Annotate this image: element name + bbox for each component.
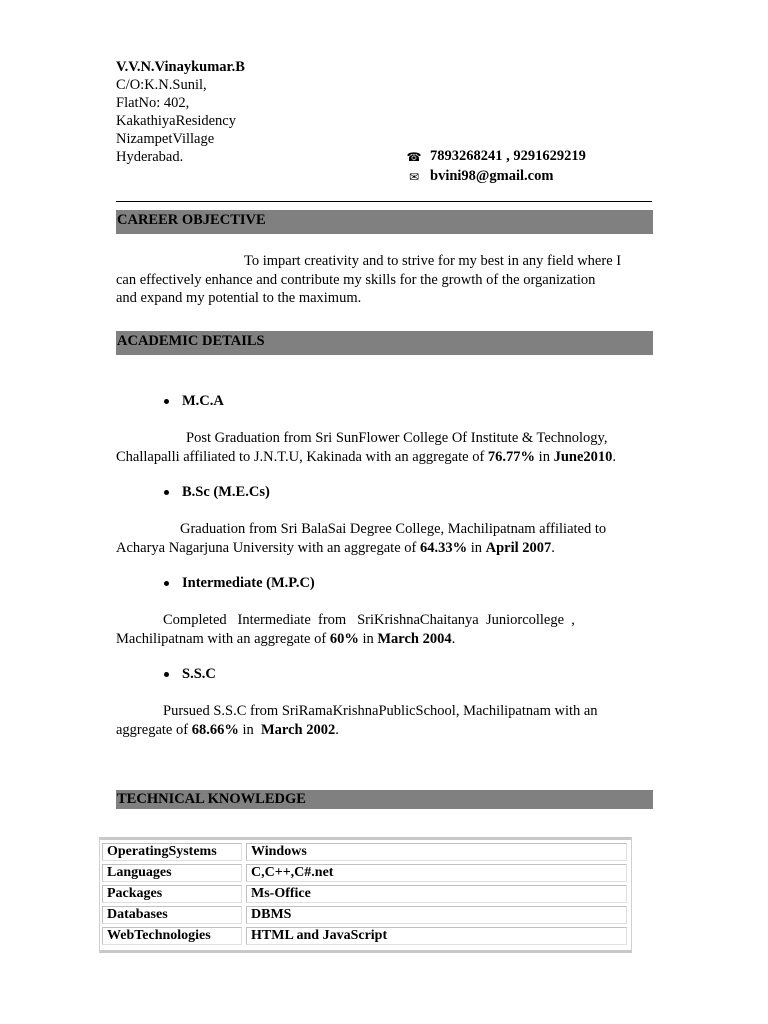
career-line: can effectively enhance and contribute my skills for the growth of the organization [116, 271, 596, 288]
skill-category: OperatingSystems [102, 843, 242, 861]
table-row [102, 885, 629, 903]
table-row [102, 864, 629, 882]
address-line: KakathiyaResidency [116, 113, 236, 129]
academic-item-title: B.Sc (M.E.Cs) [160, 484, 270, 501]
career-objective-heading: CAREER OBJECTIVE [116, 210, 653, 234]
bullet-icon [164, 490, 169, 495]
skill-value: Ms-Office [246, 885, 627, 903]
technical-knowledge-heading: TECHNICAL KNOWLEDGE [116, 790, 653, 809]
academic-item-description: Pursued S.S.C from SriRamaKrishnaPublicSchool, Machilipatnam with an aggregate of 68.66% in March 2002. [116, 703, 598, 738]
skill-category: Languages [102, 864, 242, 882]
table-row [102, 843, 629, 861]
email-address: bvini98@gmail.com [430, 168, 554, 184]
academic-item-description: Graduation from Sri BalaSai Degree College, Machilipatnam affiliated to Acharya Nagarjuna University with an aggregate of 64.33% in April 2007. [116, 521, 607, 556]
academic-item-description: Completed Intermediate from SriKrishnaChaitanya Juniorcollege , Machilipatnam with an aggregate of 60% in March 2004. [116, 612, 575, 647]
phone-icon: ☎ [406, 149, 422, 164]
address-line: C/O:K.N.Sunil, [116, 77, 207, 93]
career-line: To impart creativity and to strive for my best in any field where I [244, 253, 622, 269]
table-row [102, 906, 629, 924]
skill-category: WebTechnologies [102, 927, 242, 945]
academic-item-title: Intermediate (M.P.C) [160, 575, 315, 592]
academic-details-heading: ACADEMIC DETAILS [116, 331, 653, 355]
phone-number: 7893268241 , 9291629219 [430, 148, 586, 164]
skills-table [99, 837, 632, 953]
academic-item-description: Post Graduation from Sri SunFlower College Of Institute & Technology, Challapalli affiliated to J.N.T.U, Kakinada with an aggregate of 76.77% in June2010. [116, 430, 617, 465]
email-contact [406, 168, 553, 185]
skill-category: Packages [102, 885, 242, 903]
academic-item-title: M.C.A [160, 393, 224, 410]
phone-contact [406, 148, 586, 165]
bullet-icon [164, 581, 169, 586]
skill-value: HTML and JavaScript [246, 927, 627, 945]
bullet-icon [164, 399, 169, 404]
address-line: NizampetVillage [116, 131, 215, 147]
skill-value: C,C++,C#.net [246, 864, 627, 882]
academic-item-title: S.S.C [160, 666, 216, 683]
skill-value: Windows [246, 843, 627, 861]
address-line: Hyderabad. [116, 149, 184, 165]
skill-category: Databases [102, 906, 242, 924]
candidate-name: V.V.N.Vinaykumar.B [116, 59, 245, 75]
bullet-icon [164, 672, 169, 677]
table-row [102, 927, 629, 945]
envelope-icon: ✉ [408, 169, 420, 184]
address-line: FlatNo: 402, [116, 95, 190, 111]
header-divider [116, 201, 652, 202]
career-objective-text [116, 252, 653, 308]
career-line: and expand my potential to the maximum. [116, 290, 362, 306]
skill-value: DBMS [246, 906, 627, 924]
